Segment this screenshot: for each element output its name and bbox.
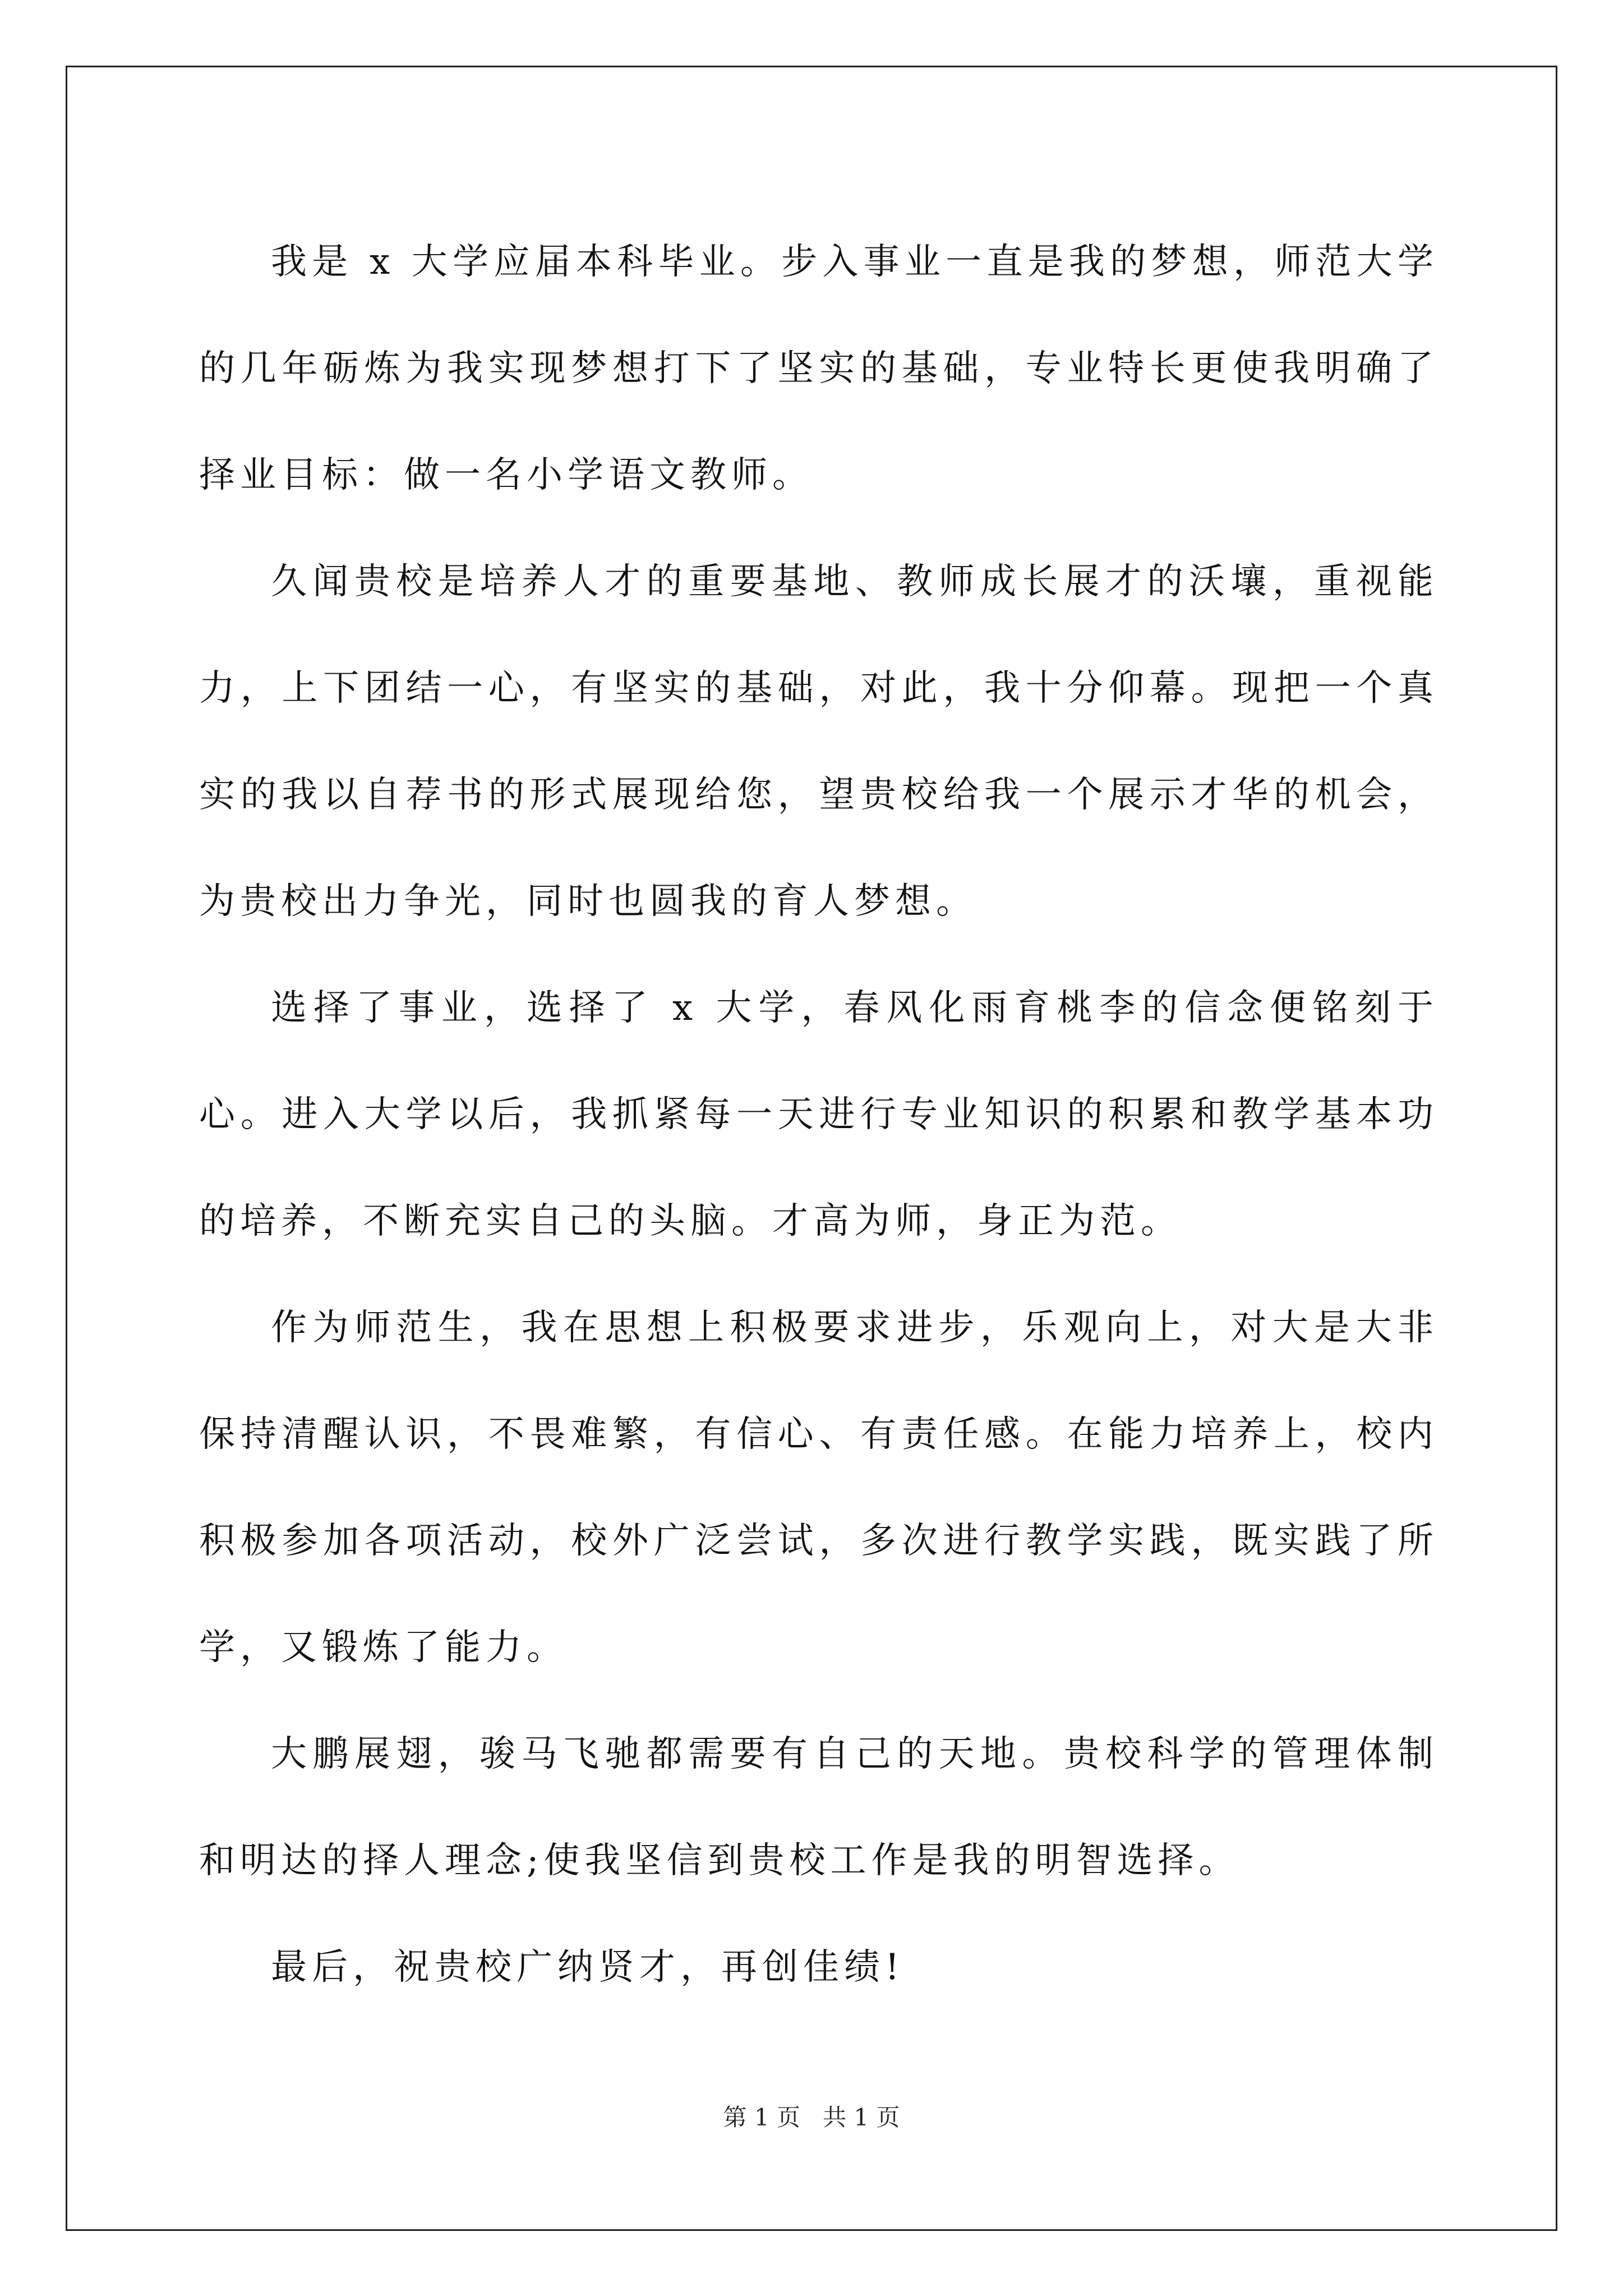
- paragraph-5: 大鹏展翅，骏马飞驰都需要有自己的天地。贵校科学的管理体制和明达的择人理念;使我坚信到贵校工作是我的明智选择。: [199, 1733, 1438, 1881]
- page-footer: 第 1 页 共 1 页: [723, 2104, 900, 2131]
- paragraph-4: 作为师范生，我在思想上积极要求进步，乐观向上，对大是大非保持清醒认识，不畏难繁，有信心、有责任感。在能力培养上，校内积极参加各项活动，校外广泛尝试，多次进行教学实践，既实践了所学，又锻炼了能力。: [199, 1307, 1438, 1668]
- paragraph-3: 选择了事业，选择了 x 大学，春风化雨育桃李的信念便铭刻于心。进入大学以后，我抓紧每一天进行专业知识的积累和教学基本功的培养，不断充实自己的头脑。才高为师，身正为范。: [199, 987, 1438, 1242]
- document-body: [199, 209, 1438, 2021]
- paragraph-2: 久闻贵校是培养人才的重要基地、教师成长展才的沃壤，重视能力，上下团结一心，有坚实的基础，对此，我十分仰幕。现把一个真实的我以自荐书的形式展现给您，望贵校给我一个展示才华的机会，为贵校出力争光，同时也圆我的育人梦想。: [199, 561, 1438, 922]
- paragraph-6: 最后，祝贵校广纳贤才，再创佳绩!: [271, 1947, 905, 1988]
- paragraph-1: 我是 x 大学应届本科毕业。步入事业一直是我的梦想，师范大学的几年砺炼为我实现梦想打下了坚实的基础，专业特长更使我明确了择业目标：做一名小学语文教师。: [199, 241, 1438, 496]
